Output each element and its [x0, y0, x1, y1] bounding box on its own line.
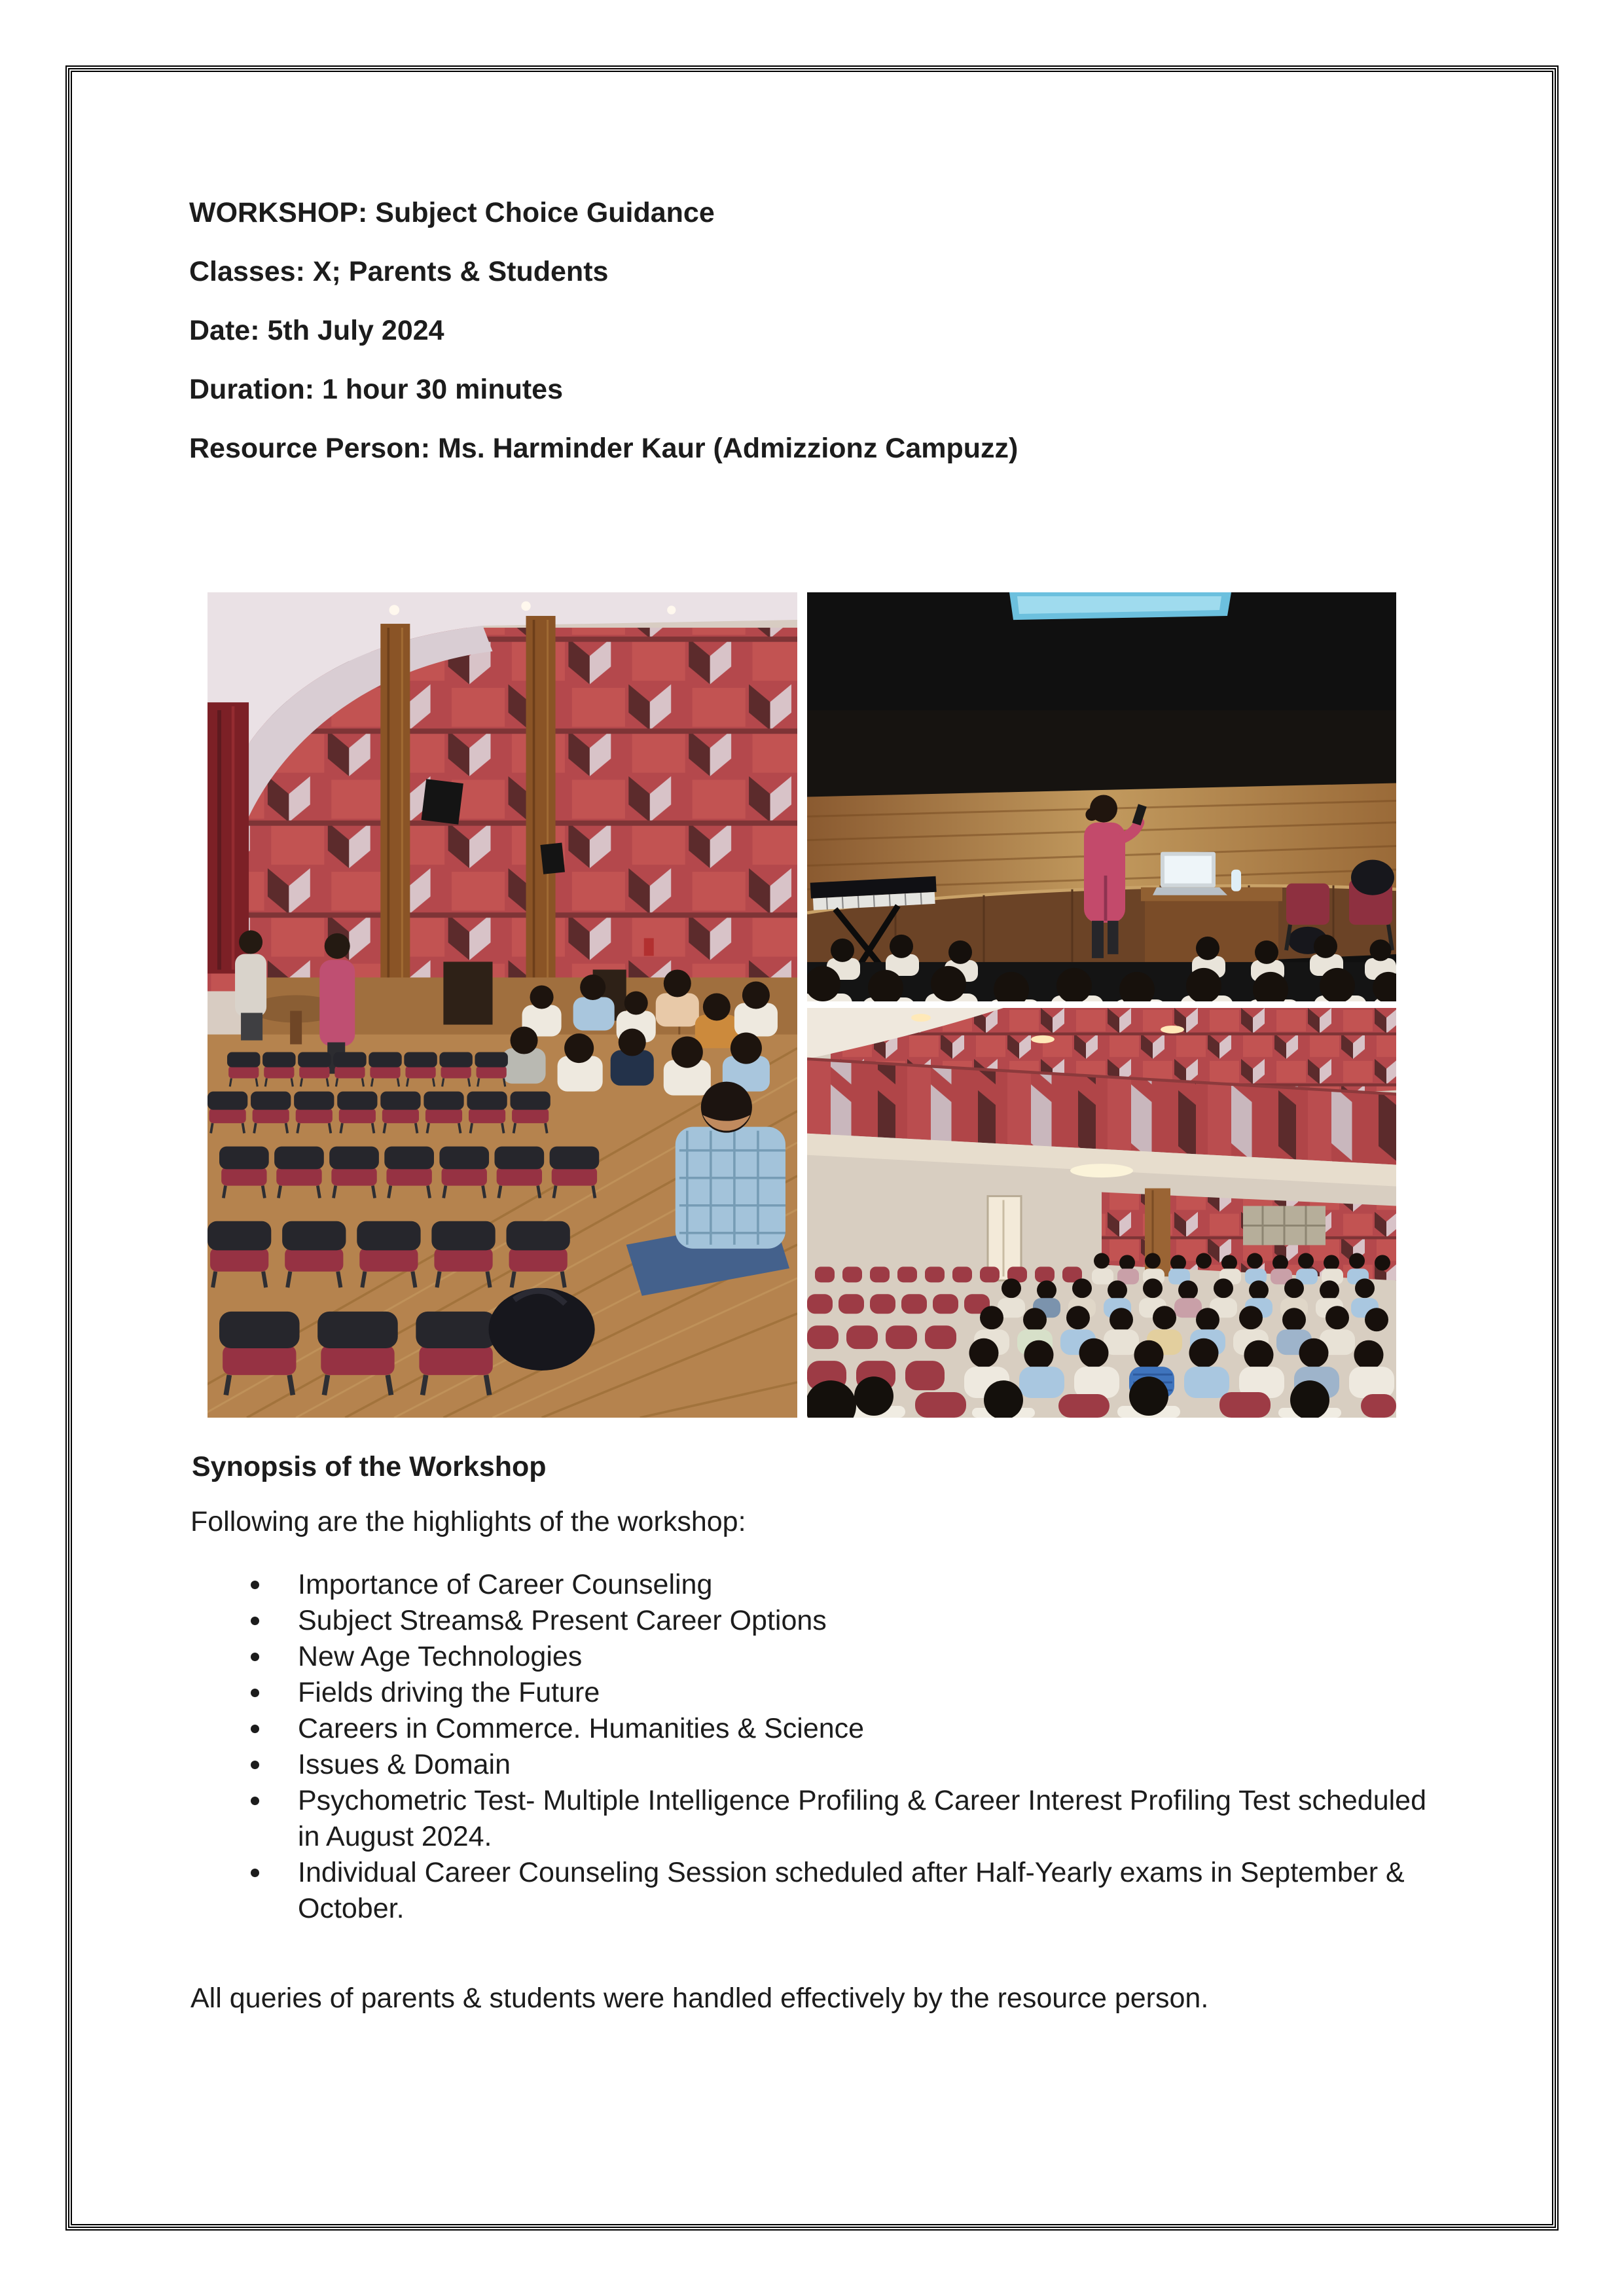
synopsis-heading: Synopsis of the Workshop [192, 1451, 547, 1482]
list-item: Individual Career Counseling Session scheduled after Half-Yearly exams in September & October. [249, 1855, 1437, 1927]
classes-line: Classes: X; Parents & Students [189, 256, 609, 287]
duration-line: Duration: 1 hour 30 minutes [189, 374, 564, 405]
photo-auditorium-audience [208, 592, 797, 1418]
list-item: Psychometric Test- Multiple Intelligence Profiling & Career Interest Profiling Test scheduled in August 2024. [249, 1783, 1437, 1855]
list-item: Fields driving the Future [249, 1675, 1437, 1711]
list-item: Importance of Career Counseling [249, 1567, 1437, 1603]
closing-note: All queries of parents & students were handled effectively by the resource person. [190, 1982, 1209, 2014]
resource-person-line: Resource Person: Ms. Harminder Kaur (Admizzionz Campuzz) [189, 433, 1019, 464]
report-header [189, 196, 1018, 491]
photo-presenter-stage [807, 592, 1396, 1001]
list-item: Issues & Domain [249, 1747, 1437, 1783]
highlights-list [249, 1567, 1437, 1927]
synopsis-intro: Following are the highlights of the workshop: [190, 1506, 746, 1537]
list-item: Careers in Commerce. Humanities & Science [249, 1711, 1437, 1747]
photo-audience-balcony [807, 1008, 1396, 1418]
list-item: Subject Streams& Present Career Options [249, 1603, 1437, 1639]
date-line: Date: 5th July 2024 [189, 315, 444, 346]
workshop-title-line: WORKSHOP: Subject Choice Guidance [189, 197, 715, 228]
list-item: New Age Technologies [249, 1639, 1437, 1675]
